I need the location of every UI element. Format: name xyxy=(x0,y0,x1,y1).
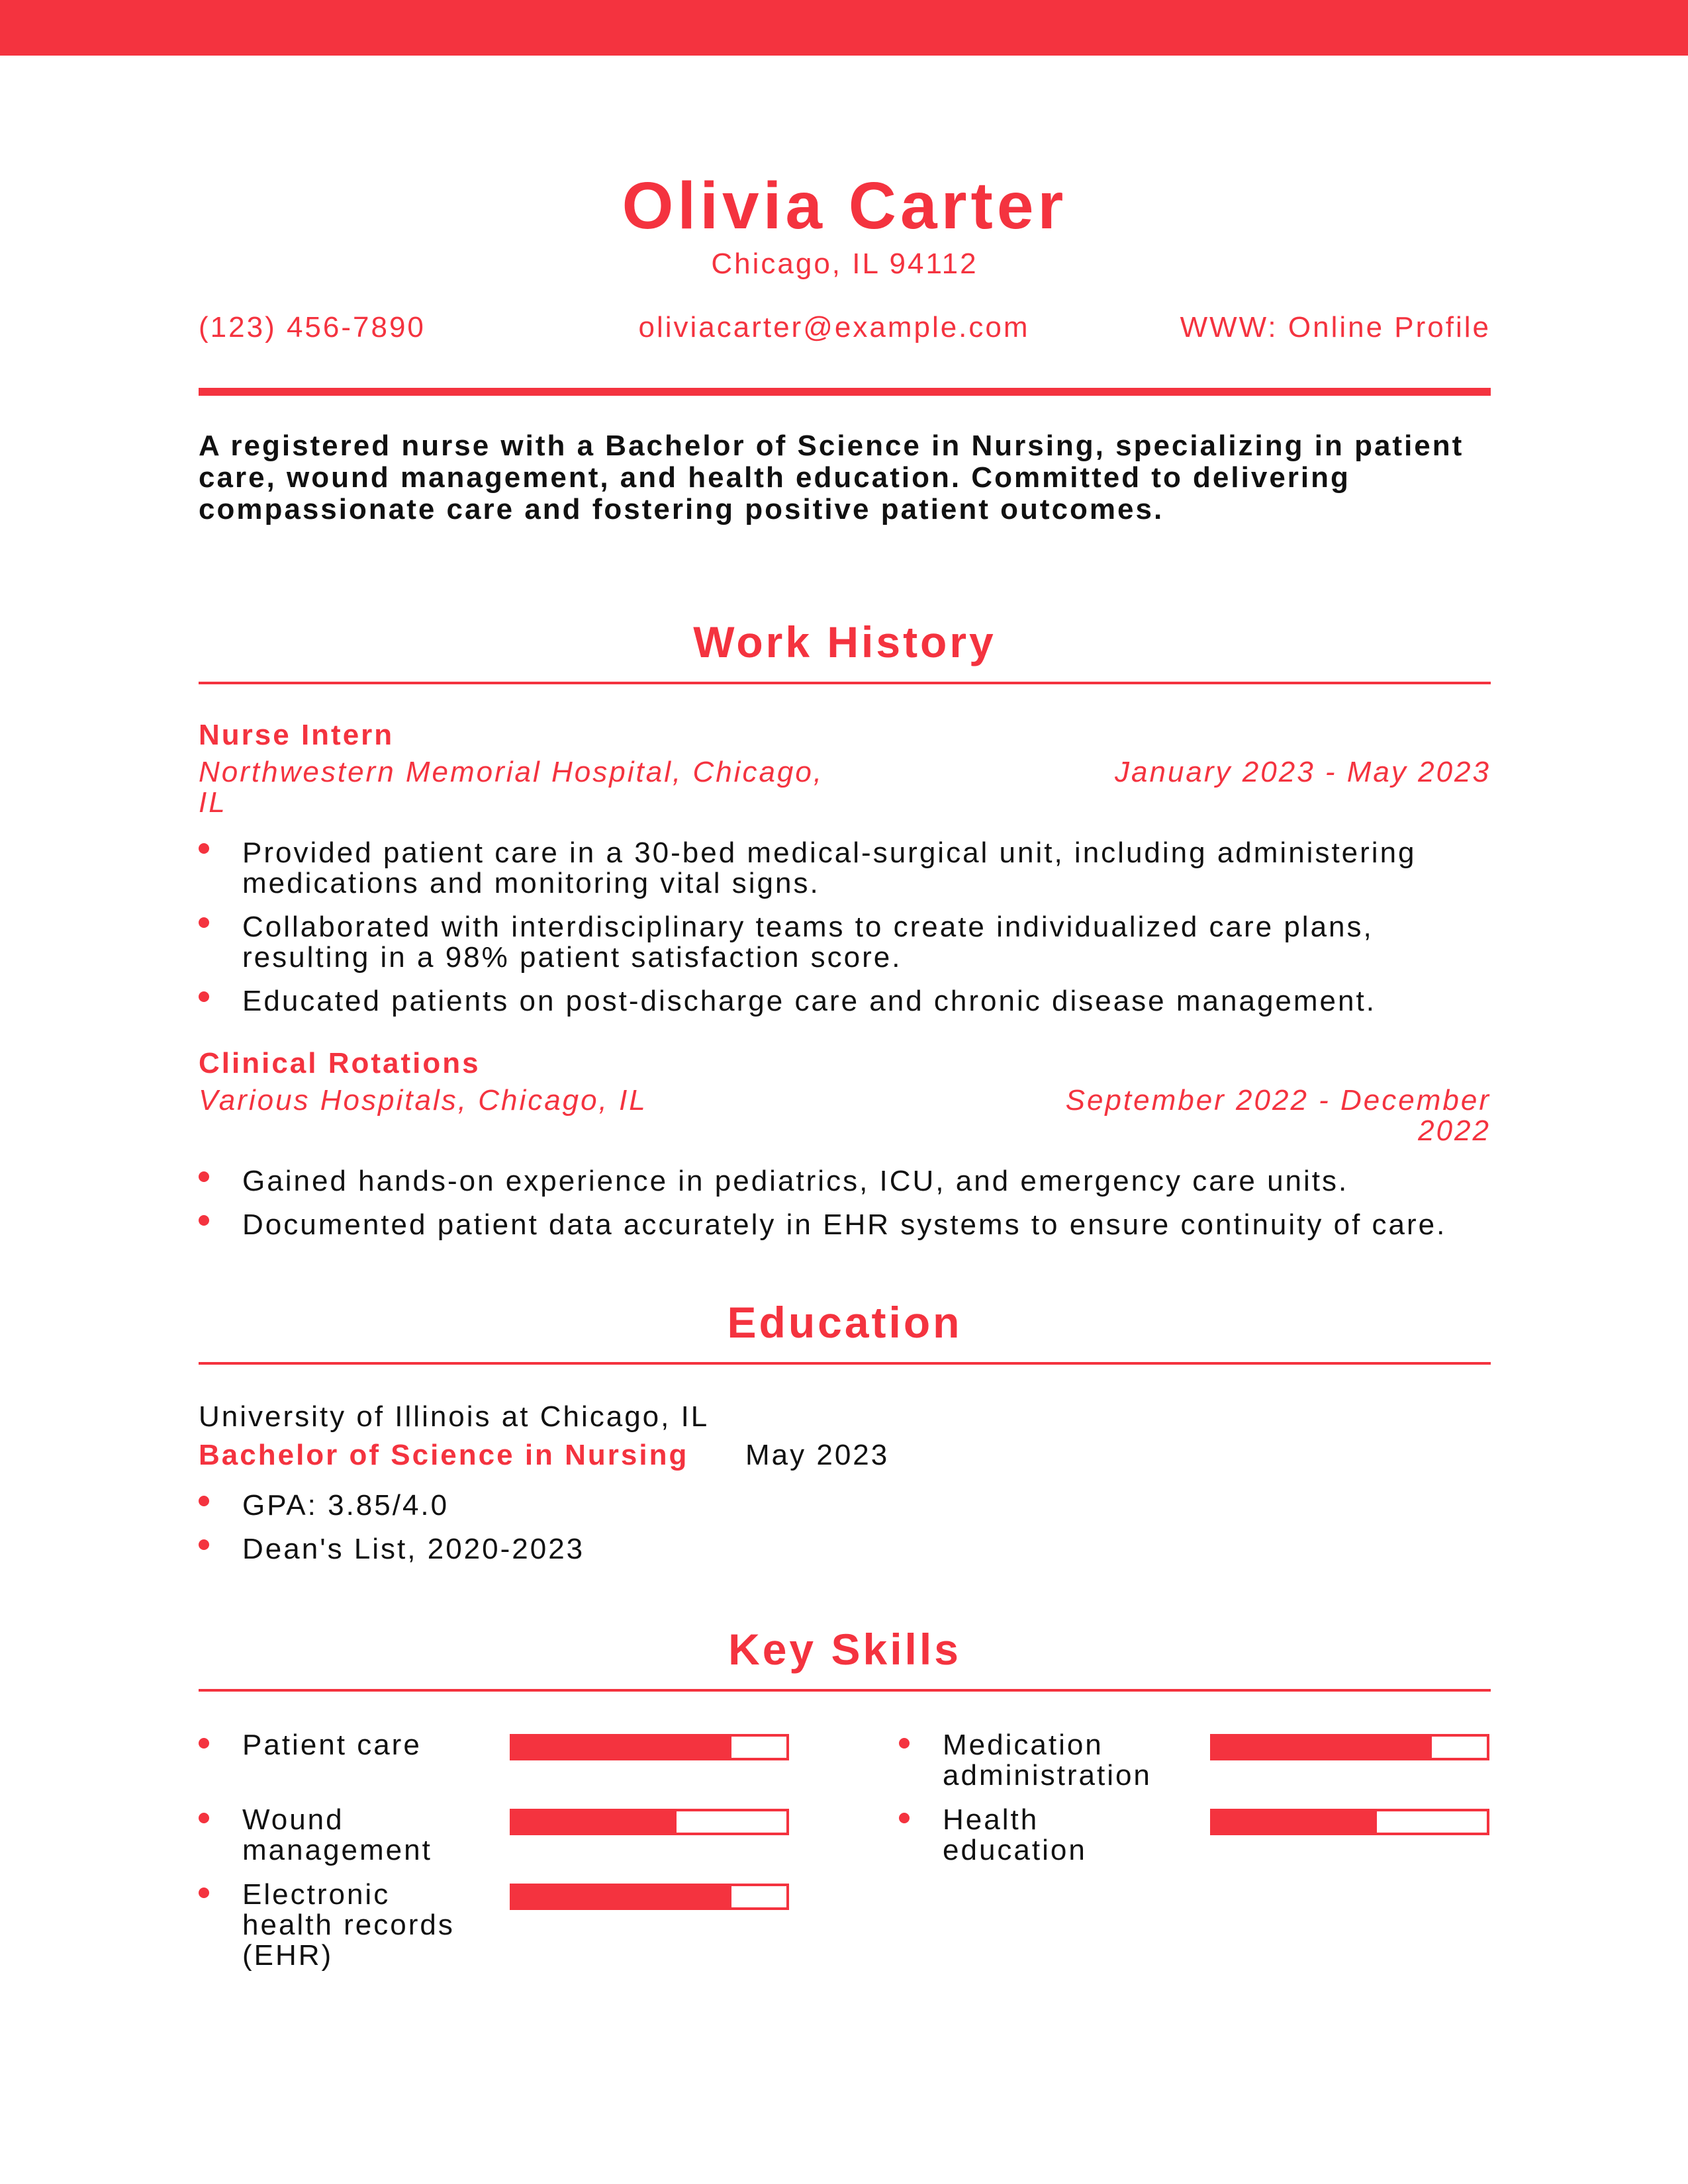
job-title: Nurse Intern xyxy=(199,719,395,751)
education-divider xyxy=(199,1362,1491,1365)
job-dates: January 2023 - May 2023 xyxy=(1115,756,1491,788)
list-item: Documented patient data accurately in EHR systems to ensure continuity of care. xyxy=(199,1210,1491,1240)
bullet-icon xyxy=(899,1813,910,1823)
skill-level-fill xyxy=(512,1811,677,1833)
job-title: Clinical Rotations xyxy=(199,1047,481,1079)
bullet-icon xyxy=(899,1738,910,1749)
professional-summary: A registered nurse with a Bachelor of Science in Nursing, specializing in patient care, wound management, and health education. Committed to delivering compassionate care and fostering positive patient outcomes. xyxy=(199,430,1464,525)
bullet-icon xyxy=(199,1539,209,1550)
list-item: GPA: 3.85/4.0 xyxy=(199,1490,1491,1521)
skill-label: Patient care xyxy=(242,1729,422,1761)
bullet-icon xyxy=(199,1171,209,1182)
list-item: Educated patients on post-discharge care and chronic disease management. xyxy=(199,986,1491,1017)
key-skills-heading: Key Skills xyxy=(728,1625,961,1674)
website-link[interactable]: WWW: Online Profile xyxy=(1180,311,1491,343)
skill-label: Medication administration xyxy=(943,1729,1152,1792)
header-divider xyxy=(199,388,1491,396)
bullet-icon xyxy=(199,1738,209,1749)
degree-name: Bachelor of Science in Nursing xyxy=(199,1439,689,1471)
skill-level-fill xyxy=(512,1886,731,1907)
work-history-heading: Work History xyxy=(693,617,996,666)
skill-level-fill xyxy=(1213,1737,1432,1758)
job-bullet-list xyxy=(199,838,1491,1030)
bullet-icon xyxy=(199,1215,209,1226)
skill-level-bar xyxy=(510,1809,789,1835)
list-item: Provided patient care in a 30-bed medical-surgical unit, including administering medications and monitoring vital signs. xyxy=(199,838,1491,899)
bullet-icon xyxy=(199,843,209,854)
skill-level-bar xyxy=(1210,1809,1489,1835)
skill-item xyxy=(899,1803,1495,1893)
job-bullet-list xyxy=(199,1166,1491,1253)
skill-label: Electronic health records (EHR) xyxy=(242,1878,455,1972)
skill-level-fill xyxy=(512,1737,731,1758)
list-item: Gained hands-on experience in pediatrics, ICU, and emergency care units. xyxy=(199,1166,1491,1197)
key-skills-divider xyxy=(199,1689,1491,1692)
skill-level-fill xyxy=(1213,1811,1377,1833)
skill-level-bar xyxy=(510,1884,789,1910)
phone-number: (123) 456-7890 xyxy=(199,311,426,343)
skill-level-bar xyxy=(510,1734,789,1760)
skill-level-bar xyxy=(1210,1734,1489,1760)
work-history-divider xyxy=(199,682,1491,684)
education-heading: Education xyxy=(727,1298,962,1347)
skill-label: Health education xyxy=(943,1803,1087,1866)
list-item: Collaborated with interdisciplinary teams to create individualized care plans, resulting in a 98% patient satisfaction score. xyxy=(199,912,1491,973)
job-employer: Various Hospitals, Chicago, IL xyxy=(199,1084,647,1116)
bullet-icon xyxy=(199,991,209,1002)
graduation-date: May 2023 xyxy=(745,1439,890,1471)
bullet-icon xyxy=(199,917,209,928)
bullet-icon xyxy=(199,1813,209,1823)
skill-label: Wound management xyxy=(242,1803,432,1866)
skill-item xyxy=(199,1878,794,1988)
candidate-address: Chicago, IL 94112 xyxy=(711,248,978,280)
top-color-band xyxy=(0,0,1688,56)
email-link[interactable]: oliviacarter@example.com xyxy=(638,311,1030,343)
list-item: Dean's List, 2020-2023 xyxy=(199,1534,1491,1565)
education-bullet-list xyxy=(199,1490,1491,1578)
job-dates: September 2022 - December 2022 xyxy=(1065,1084,1491,1147)
bullet-icon xyxy=(199,1888,209,1898)
school-name: University of Illinois at Chicago, IL xyxy=(199,1400,710,1433)
bullet-icon xyxy=(199,1496,209,1506)
job-employer: Northwestern Memorial Hospital, Chicago, IL xyxy=(199,756,824,819)
candidate-name: Olivia Carter xyxy=(622,169,1068,243)
